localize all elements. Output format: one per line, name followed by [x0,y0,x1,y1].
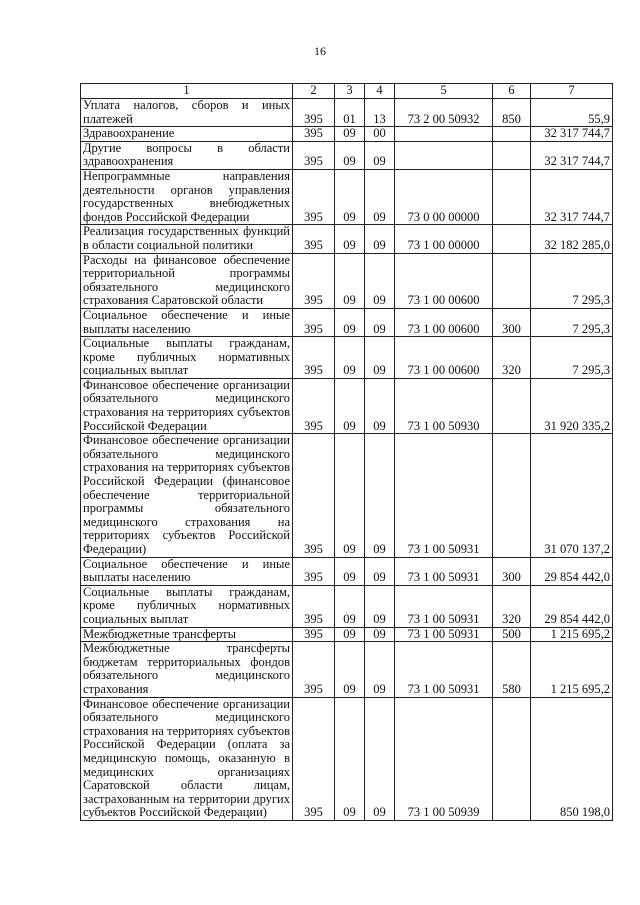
row-amount: 7 295,3 [531,337,613,379]
row-subsection-code: 13 [365,99,395,127]
row-expense-type [493,253,531,308]
row-expense-type [493,225,531,253]
budget-table [80,83,613,821]
row-expense-type: 300 [493,308,531,336]
row-section-code: 09 [335,308,365,336]
table-row [81,253,613,308]
row-subsection-code: 09 [365,141,395,169]
table-row [81,642,613,697]
row-subsection-code: 09 [365,308,395,336]
row-ministry-code: 395 [293,337,335,379]
row-target-article: 73 1 00 50931 [395,557,493,585]
row-target-article: 73 1 00 50930 [395,378,493,433]
row-subsection-code: 09 [365,627,395,642]
row-name: Социальные выплаты гражданам, кроме публичных нормативных социальных выплат [81,585,293,627]
row-subsection-code: 09 [365,557,395,585]
row-expense-type [493,141,531,169]
row-amount: 32 182 285,0 [531,225,613,253]
row-section-code: 09 [335,697,365,820]
row-amount: 32 317 744,7 [531,127,613,142]
row-section-code: 09 [335,127,365,142]
row-expense-type [493,434,531,557]
row-expense-type: 850 [493,99,531,127]
row-subsection-code: 09 [365,253,395,308]
row-name: Финансовое обеспечение организации обязательного медицинского страхования на территориях субъектов Российской Федерации [81,378,293,433]
row-subsection-code: 00 [365,127,395,142]
row-name: Расходы на финансовое обеспечение территориальной программы обязательного медицинского страхования Саратовской области [81,253,293,308]
row-expense-type: 580 [493,642,531,697]
row-name: Другие вопросы в области здравоохранения [81,141,293,169]
row-target-article [395,141,493,169]
header-col-7: 7 [531,84,613,99]
row-expense-type: 320 [493,337,531,379]
row-name: Межбюджетные трансферты бюджетам территориальных фондов обязательного медицинского страхования [81,642,293,697]
row-expense-type [493,127,531,142]
row-section-code: 09 [335,557,365,585]
table-row [81,585,613,627]
header-col-2: 2 [293,84,335,99]
row-ministry-code: 395 [293,627,335,642]
row-amount: 1 215 695,2 [531,627,613,642]
row-ministry-code: 395 [293,253,335,308]
row-target-article: 73 1 00 00600 [395,308,493,336]
table-row [81,308,613,336]
row-section-code: 09 [335,378,365,433]
row-ministry-code: 395 [293,308,335,336]
row-name: Социальные выплаты гражданам, кроме публичных нормативных социальных выплат [81,337,293,379]
header-row [81,84,613,99]
row-ministry-code: 395 [293,642,335,697]
row-target-article: 73 1 00 50931 [395,434,493,557]
row-target-article: 73 1 00 50931 [395,627,493,642]
row-section-code: 09 [335,141,365,169]
row-target-article [395,127,493,142]
row-ministry-code: 395 [293,557,335,585]
row-ministry-code: 395 [293,378,335,433]
row-name: Уплата налогов, сборов и иных платежей [81,99,293,127]
row-subsection-code: 09 [365,642,395,697]
page-number: 16 [314,44,326,58]
row-target-article: 73 1 00 00600 [395,253,493,308]
row-ministry-code: 395 [293,141,335,169]
row-ministry-code: 395 [293,697,335,820]
header-col-6: 6 [493,84,531,99]
table-row [81,627,613,642]
table-row [81,434,613,557]
row-ministry-code: 395 [293,434,335,557]
row-ministry-code: 395 [293,169,335,224]
row-section-code: 09 [335,434,365,557]
row-subsection-code: 09 [365,585,395,627]
row-amount: 32 317 744,7 [531,141,613,169]
row-ministry-code: 395 [293,585,335,627]
row-name: Здравоохранение [81,127,293,142]
row-amount: 850 198,0 [531,697,613,820]
header-col-4: 4 [365,84,395,99]
row-target-article: 73 2 00 50932 [395,99,493,127]
row-amount: 29 854 442,0 [531,557,613,585]
row-name: Социальное обеспечение и иные выплаты населению [81,557,293,585]
table-row [81,378,613,433]
row-amount: 31 070 137,2 [531,434,613,557]
row-target-article: 73 1 00 00000 [395,225,493,253]
row-target-article: 73 1 00 50939 [395,697,493,820]
row-section-code: 09 [335,225,365,253]
table-row [81,169,613,224]
row-amount: 31 920 335,2 [531,378,613,433]
row-name: Межбюджетные трансферты [81,627,293,642]
row-amount: 7 295,3 [531,308,613,336]
table-row [81,141,613,169]
table-row [81,99,613,127]
row-subsection-code: 09 [365,697,395,820]
table-row [81,225,613,253]
row-section-code: 09 [335,627,365,642]
row-section-code: 09 [335,642,365,697]
row-ministry-code: 395 [293,127,335,142]
row-name: Непрограммные направления деятельности органов управления государственных внебюджетных фондов Российской Федерации [81,169,293,224]
row-amount: 32 317 744,7 [531,169,613,224]
row-name: Финансовое обеспечение организации обязательного медицинского страхования на территориях субъектов Российской Федерации (финансовое обеспечение территориальной программы обязательного медицинского страхования на территориях субъектов Российской Федерации) [81,434,293,557]
row-target-article: 73 1 00 00600 [395,337,493,379]
row-name: Социальное обеспечение и иные выплаты населению [81,308,293,336]
row-amount: 7 295,3 [531,253,613,308]
row-amount: 1 215 695,2 [531,642,613,697]
row-name: Финансовое обеспечение организации обязательного медицинского страхования на территориях субъектов Российской Федерации (оплата за медицинскую помощь, оказанную в медицинских организациях Саратовской области лицам, застрахованным на территории других субъектов Российской Федерации) [81,697,293,820]
row-section-code: 09 [335,169,365,224]
table-row [81,557,613,585]
row-section-code: 09 [335,253,365,308]
row-expense-type: 500 [493,627,531,642]
row-ministry-code: 395 [293,99,335,127]
table-row [81,697,613,820]
header-col-5: 5 [395,84,493,99]
row-amount: 29 854 442,0 [531,585,613,627]
row-section-code: 09 [335,337,365,379]
row-expense-type: 320 [493,585,531,627]
table-row [81,127,613,142]
table-row [81,337,613,379]
row-subsection-code: 09 [365,337,395,379]
table-header [81,84,613,99]
row-section-code: 09 [335,585,365,627]
row-subsection-code: 09 [365,225,395,253]
row-target-article: 73 1 00 50931 [395,585,493,627]
row-subsection-code: 09 [365,434,395,557]
row-expense-type [493,697,531,820]
row-expense-type [493,378,531,433]
header-col-3: 3 [335,84,365,99]
row-subsection-code: 09 [365,378,395,433]
table-body [81,99,613,821]
row-amount: 55,9 [531,99,613,127]
row-section-code: 01 [335,99,365,127]
header-col-1: 1 [81,84,293,99]
row-target-article: 73 0 00 00000 [395,169,493,224]
row-expense-type: 300 [493,557,531,585]
row-subsection-code: 09 [365,169,395,224]
row-ministry-code: 395 [293,225,335,253]
row-expense-type [493,169,531,224]
row-target-article: 73 1 00 50931 [395,642,493,697]
row-name: Реализация государственных функций в области социальной политики [81,225,293,253]
